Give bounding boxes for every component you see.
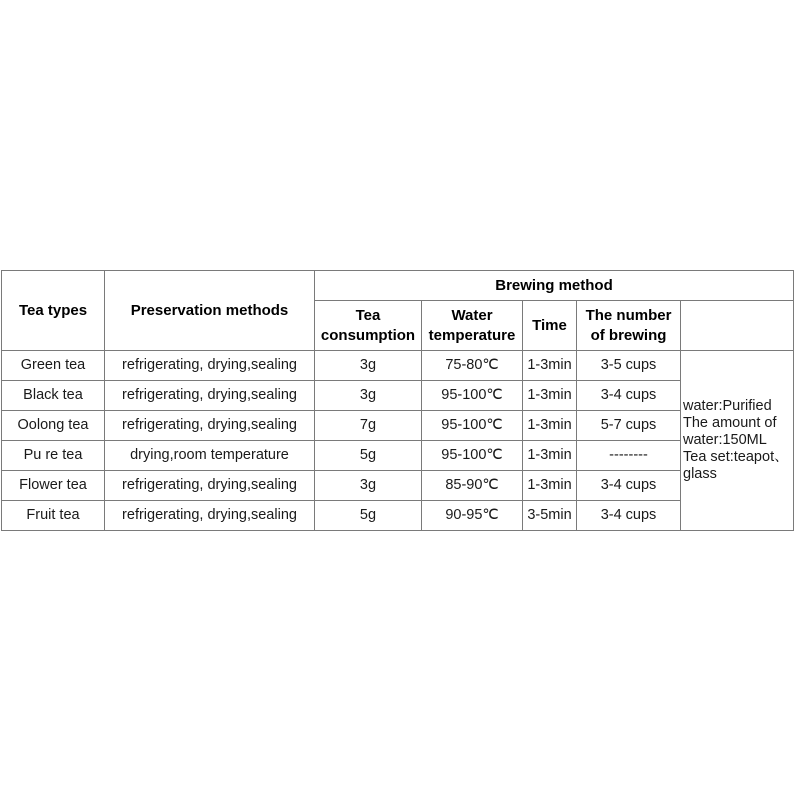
cell-consumption: 5g [315,441,422,471]
cell-brewing: -------- [577,441,681,471]
cell-preservation: refrigerating, drying,sealing [105,381,315,411]
cell-time: 3-5min [523,501,577,531]
cell-consumption: 5g [315,501,422,531]
note-line: water:Purified [683,398,772,414]
table-row [2,441,794,471]
cell-preservation: refrigerating, drying,sealing [105,351,315,381]
cell-tea-type: Oolong tea [2,411,105,441]
cell-temperature: 95-100℃ [422,381,523,411]
cell-brewing: 3-4 cups [577,381,681,411]
cell-temperature: 75-80℃ [422,351,523,381]
cell-consumption: 3g [315,351,422,381]
header-time: Time [523,301,577,351]
cell-temperature: 95-100℃ [422,411,523,441]
cell-consumption: 7g [315,411,422,441]
note-line: glass [683,466,717,482]
header-brewing-method: Brewing method [315,271,794,301]
cell-brewing-notes [681,351,794,531]
cell-temperature: 90-95℃ [422,501,523,531]
cell-time: 1-3min [523,381,577,411]
cell-time: 1-3min [523,351,577,381]
cell-tea-type: Flower tea [2,471,105,501]
table-row [2,381,794,411]
cell-consumption: 3g [315,381,422,411]
cell-preservation: refrigerating, drying,sealing [105,501,315,531]
note-line: Tea set:teapot、 [683,449,789,465]
table-row [2,501,794,531]
cell-consumption: 3g [315,471,422,501]
header-number-of-brewing-line1: The number [585,306,672,324]
header-notes-blank [681,301,794,351]
header-preservation-methods: Preservation methods [105,271,315,351]
tea-brewing-table [1,270,794,531]
cell-tea-type: Green tea [2,351,105,381]
table-row [2,411,794,441]
cell-brewing: 5-7 cups [577,411,681,441]
note-line: The amount of [683,415,777,431]
header-tea-consumption [315,301,422,351]
cell-tea-type: Fruit tea [2,501,105,531]
cell-tea-type: Pu re tea [2,441,105,471]
cell-brewing: 3-4 cups [577,501,681,531]
cell-preservation: drying,room temperature [105,441,315,471]
table-row [2,351,794,381]
header-number-of-brewing-line2: of brewing [590,326,667,344]
cell-tea-type: Black tea [2,381,105,411]
cell-temperature: 85-90℃ [422,471,523,501]
header-tea-consumption-line2: consumption [320,326,416,344]
header-water-temperature [422,301,523,351]
cell-preservation: refrigerating, drying,sealing [105,411,315,441]
header-tea-types: Tea types [2,271,105,351]
cell-brewing: 3-4 cups [577,471,681,501]
cell-time: 1-3min [523,471,577,501]
note-line: water:150ML [683,432,767,448]
table-row [2,471,794,501]
header-water-temperature-line1: Water [451,306,493,324]
cell-temperature: 95-100℃ [422,441,523,471]
header-tea-consumption-line1: Tea [355,306,381,324]
cell-time: 1-3min [523,411,577,441]
header-number-of-brewing [577,301,681,351]
header-row [2,271,794,301]
cell-time: 1-3min [523,441,577,471]
cell-brewing: 3-5 cups [577,351,681,381]
header-water-temperature-line2: temperature [428,326,516,344]
cell-preservation: refrigerating, drying,sealing [105,471,315,501]
